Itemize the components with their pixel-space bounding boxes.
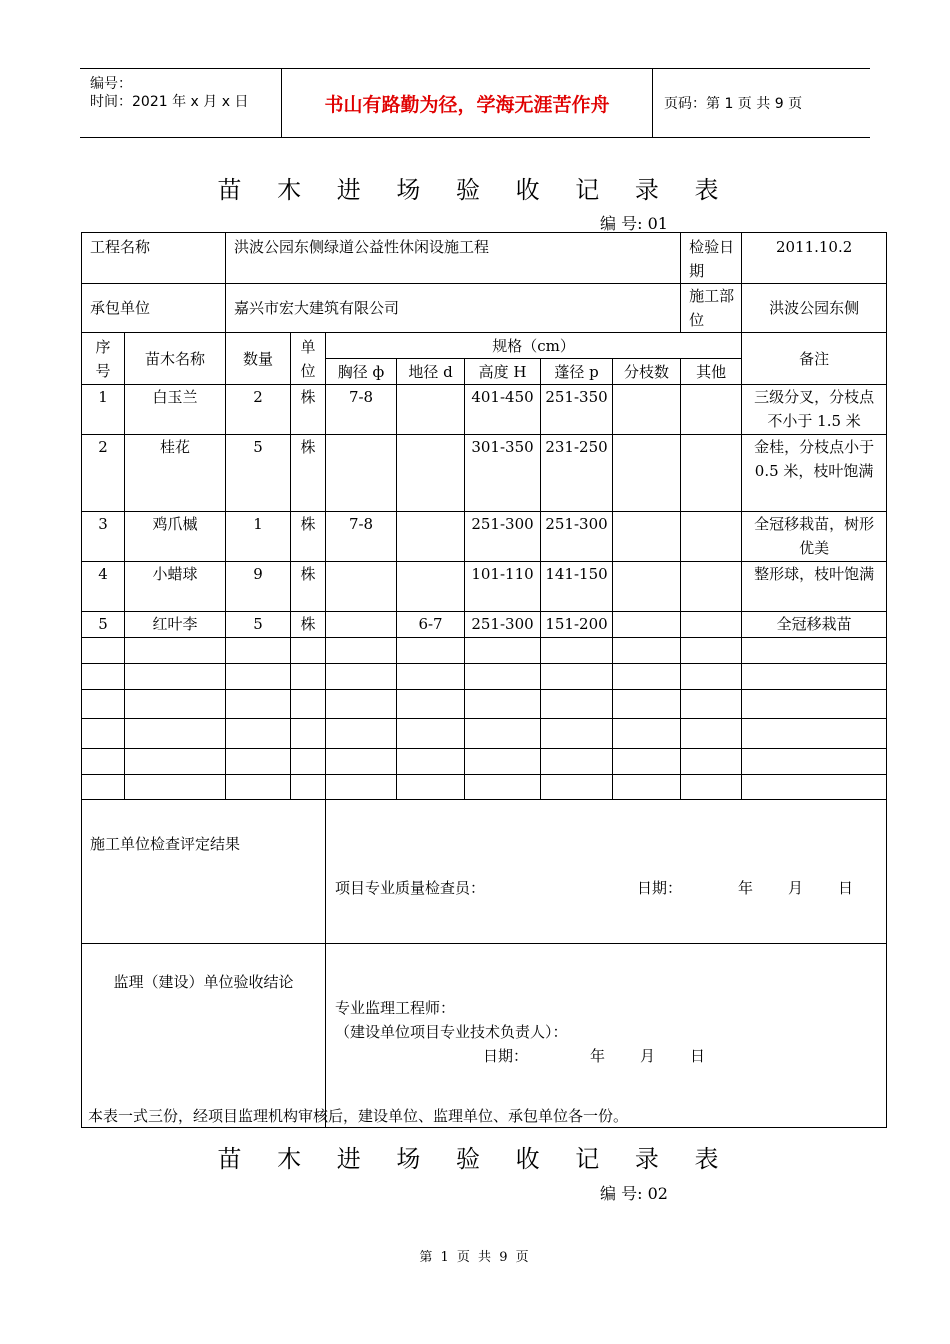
contractor-label: 承包单位 [82,284,226,333]
owner-tech-label: （建设单位项目专业技术负责人）： [335,1023,568,1041]
contractor-row [82,284,887,333]
form-number: 编 号: 01 [600,214,668,233]
col-seq-top: 序 [95,337,111,356]
empty-row [82,719,887,749]
col-ground-header: 地径 d [397,359,465,385]
project-name-label: 工程名称 [82,233,226,284]
site-label: 施工部位 [681,284,742,333]
inspector-label: 项目专业质量检查员： [335,879,486,897]
col-crown-header: 蓬径 p [541,359,613,385]
col-branches-header: 分枝数 [613,359,681,385]
cell-name: 鸡爪槭 [125,512,226,562]
empty-row [82,664,887,690]
cell-branches [613,562,681,612]
cell-chest: 7-8 [326,385,397,435]
header-row-1 [82,333,887,359]
date-label: 日期： [637,879,683,897]
cell-crown: 231-250 [541,435,613,512]
cell-unit: 株 [291,435,326,512]
header-meta [80,69,280,137]
cell-qty: 5 [226,612,291,638]
cell-branches [613,612,681,638]
cell-other [681,435,742,512]
col-unit-top: 单 [300,337,316,356]
cell-height: 301-350 [465,435,541,512]
inspection-date-label: 检验日期 [681,233,742,284]
empty-row [82,775,887,800]
header-time-label: 时间：2021 年 x 月 x 日 [90,94,249,110]
cell-other [681,612,742,638]
supervisor-label: 监理（建设）单位验收结论 [82,944,326,1128]
header-number-label: 编号： [90,76,132,92]
col-other-header: 其他 [681,359,742,385]
cell-ground: 6-7 [397,612,465,638]
cell-crown: 141-150 [541,562,613,612]
cell-other [681,512,742,562]
header-page-info: 页码：第 1 页 共 9 页 [664,96,803,112]
cell-ground [397,385,465,435]
supervisor-year-label: 年 [590,1047,606,1065]
table-row [82,562,887,612]
cell-qty: 5 [226,435,291,512]
cell-name: 小蜡球 [125,562,226,612]
empty-row [82,690,887,719]
col-name-header: 苗木名称 [125,333,226,385]
supervisor-month-label: 月 [640,1047,656,1065]
contractor-check-row [82,800,887,944]
contractor-value: 嘉兴市宏大建筑有限公司 [226,284,681,333]
cell-qty: 1 [226,512,291,562]
cell-chest: 7-8 [326,512,397,562]
cell-remark: 三级分叉，分枝点不小于 1.5 米 [742,385,887,435]
empty-row [82,638,887,664]
contractor-check-label: 施工单位检查评定结果 [82,800,326,944]
supervisor-body [326,944,887,1128]
cell-remark: 全冠移栽苗，树形优美 [742,512,887,562]
col-spec-header: 规格（cm） [326,333,742,359]
cell-qty: 2 [226,385,291,435]
col-seq-header [82,333,125,385]
col-unit-header [291,333,326,385]
day-label: 日 [838,879,854,897]
header-motto: 书山有路勤为径，学海无涯苦作舟 [281,69,653,137]
cell-ground [397,512,465,562]
table-row [82,435,887,512]
cell-ground [397,562,465,612]
cell-height: 251-300 [465,512,541,562]
table-row [82,612,887,638]
cell-height: 401-450 [465,385,541,435]
cell-seq: 1 [82,385,125,435]
project-row [82,233,887,284]
col-chest-header: 胸径 ф [326,359,397,385]
empty-row [82,749,887,775]
acceptance-table [81,232,887,1128]
cell-unit: 株 [291,385,326,435]
cell-seq: 3 [82,512,125,562]
cell-crown: 251-300 [541,512,613,562]
year-label: 年 [738,879,754,897]
cell-name: 桂花 [125,435,226,512]
col-height-header: 高度 H [465,359,541,385]
cell-unit: 株 [291,562,326,612]
col-seq-bottom: 号 [95,361,111,380]
cell-chest [326,435,397,512]
col-remark-header: 备注 [742,333,887,385]
cell-qty: 9 [226,562,291,612]
cell-chest [326,562,397,612]
cell-name: 白玉兰 [125,385,226,435]
cell-other [681,562,742,612]
cell-height: 251-300 [465,612,541,638]
form2-title: 苗 木 进 场 验 收 记 录 表 [217,1145,733,1173]
cell-remark: 金桂，分枝点小于 0.5 米，枝叶饱满 [742,435,887,512]
project-name-value: 洪波公园东侧绿道公益性休闲设施工程 [226,233,681,284]
form2-number: 编 号: 02 [600,1184,668,1203]
cell-unit: 株 [291,512,326,562]
site-value: 洪波公园东侧 [742,284,887,333]
inspection-date-value: 2011.10.2 [742,233,887,284]
cell-branches [613,435,681,512]
cell-branches [613,385,681,435]
cell-other [681,385,742,435]
cell-seq: 5 [82,612,125,638]
supervisor-engineer-label: 专业监理工程师： [335,999,456,1017]
cell-remark: 全冠移栽苗 [742,612,887,638]
cell-remark: 整形球，枝叶饱满 [742,562,887,612]
cell-chest [326,612,397,638]
supervisor-day-label: 日 [690,1047,706,1065]
copies-note: 本表一式三份，经项目监理机构审核后，建设单位、监理单位、承包单位各一份。 [88,1107,629,1125]
cell-crown: 251-350 [541,385,613,435]
table-row [82,512,887,562]
form-title: 苗 木 进 场 验 收 记 录 表 [217,176,733,204]
col-qty-header: 数量 [226,333,291,385]
cell-seq: 2 [82,435,125,512]
page-footer: 第 1 页 共 9 页 [419,1250,531,1265]
cell-seq: 4 [82,562,125,612]
supervisor-date-label: 日期： [483,1047,529,1065]
page-header [80,68,870,138]
cell-ground [397,435,465,512]
cell-name: 红叶李 [125,612,226,638]
table-row [82,385,887,435]
supervisor-row [82,944,887,1128]
contractor-check-body [326,800,887,944]
month-label: 月 [788,879,804,897]
cell-unit: 株 [291,612,326,638]
cell-branches [613,512,681,562]
cell-height: 101-110 [465,562,541,612]
col-unit-bottom: 位 [300,361,316,380]
cell-crown: 151-200 [541,612,613,638]
